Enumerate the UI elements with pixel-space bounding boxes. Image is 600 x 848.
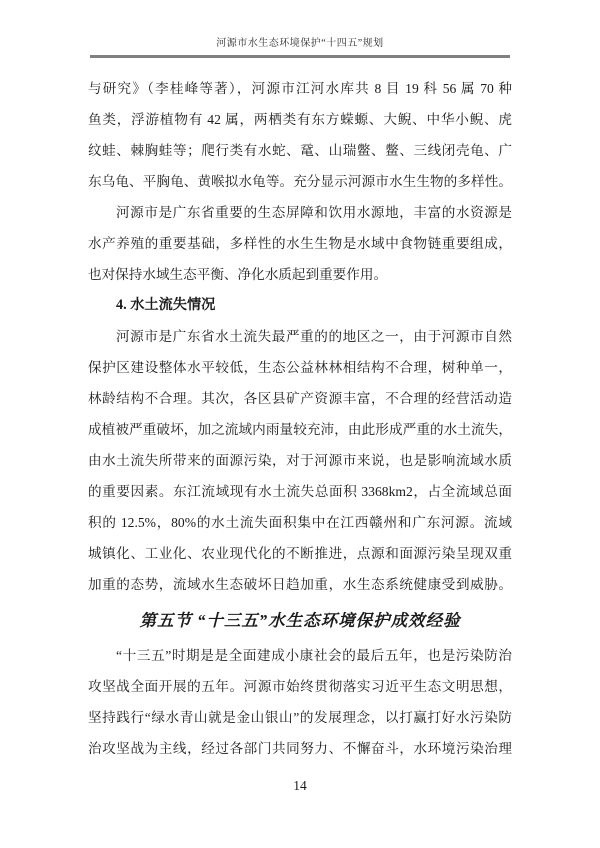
section-heading: 第五节 “十三五”水生态环境保护成效经验 <box>139 610 461 630</box>
text-line: 攻坚战全面开展的五年。河源市始终贯彻落实习近平生态文明思想， <box>88 678 512 694</box>
page-number: 14 <box>293 777 307 793</box>
page-body <box>88 73 512 764</box>
text-line: 成植被严重破坏，加之流域内雨量较充沛，由此形成严重的水土流失， <box>88 421 512 437</box>
text-line: “十三五”时期是是全面建成小康社会的最后五年，也是污染防治 <box>116 647 512 663</box>
text-line: 纹蛙、棘胸蛙等；爬行类有水蛇、鼋、山瑞鳖、鳖、三线闭壳龟、广 <box>88 142 512 158</box>
text-line: 治攻坚战为主线，经过各部门共同努力、不懈奋斗，水环境污染治理 <box>88 740 512 756</box>
text-line: 由水土流失所带来的面源污染，对于河源市来说，也是影响流域水质 <box>88 452 512 468</box>
text-line: 加重的态势，流域水生态破坏日趋加重，水生态系统健康受到威胁。 <box>88 576 512 592</box>
text-line: 河源市是广东省水土流失最严重的的地区之一，由于河源市自然 <box>116 328 512 344</box>
text-line: 林龄结构不合理。其次，各区县矿产资源丰富，不合理的经营活动造 <box>88 390 512 406</box>
text-line: 水产养殖的重要基础，多样性的水生生物是水域中食物链重要组成， <box>88 235 512 251</box>
text-line: 城镇化、工业化、农业现代化的不断推进，点源和面源污染呈现双重 <box>88 545 512 561</box>
text-line: 鱼类，浮游植物有 42 属，两栖类有东方蝾螈、大鲵、中华小鲵、虎 <box>88 111 512 127</box>
text-line: 保护区建设整体水平较低，生态公益林林相结构不合理，树种单一， <box>88 359 512 375</box>
page-footer <box>0 777 600 795</box>
header-title: 河源市水生态环境保护“十四五”规划 <box>216 38 384 49</box>
text-line: 河源市是广东省重要的生态屏障和饮用水源地，丰富的水资源是 <box>116 204 512 220</box>
text-line: 的重要因素。东江流域现有水土流失总面积 3368km2，占全流域总面 <box>88 483 512 499</box>
text-line: 坚持践行“绿水青山就是金山银山”的发展理念，以打赢打好水污染防 <box>88 709 512 725</box>
text-line: 也对保持水域生态平衡、净化水质起到重要作用。 <box>88 266 388 282</box>
header-rule <box>90 55 510 58</box>
subsection-heading: 4. 水土流失情况 <box>116 296 216 313</box>
page-header <box>0 0 600 58</box>
text-line: 积的 12.5%，80%的水土流失面积集中在江西赣州和广东河源。流域 <box>88 514 512 530</box>
text-line: 与研究》（李桂峰等著），河源市江河水库共 8 目 19 科 56 属 70 种 <box>88 80 512 96</box>
text-line: 东乌龟、平胸龟、黄喉拟水龟等。充分显示河源市水生生物的多样性。 <box>88 173 512 189</box>
